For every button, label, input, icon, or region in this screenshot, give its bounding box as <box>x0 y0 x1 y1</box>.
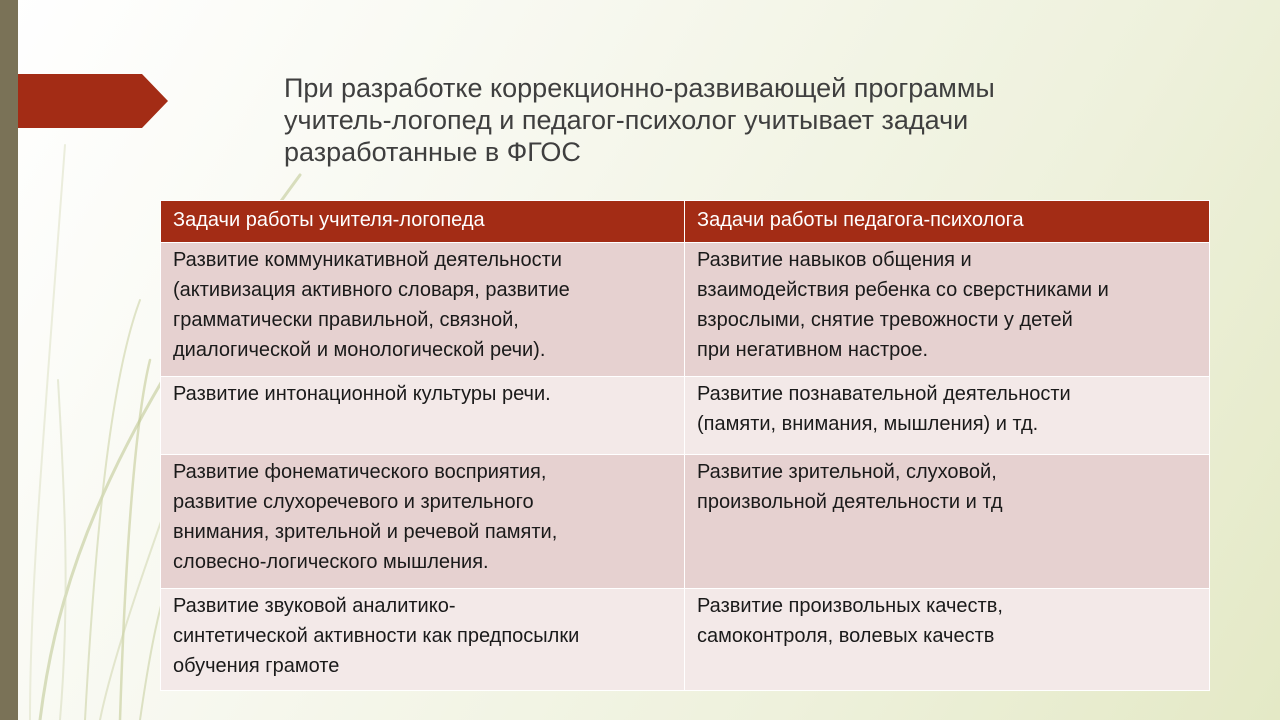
grass-stroke <box>58 380 66 720</box>
logoped-task-cell <box>161 377 685 455</box>
header-logoped-tasks: Задачи работы учителя-логопеда <box>161 201 685 243</box>
cell-text-line: Развитие фонематического восприятия, <box>173 461 547 483</box>
slide-title-line: учитель-логопед и педагог-психолог учитывает задачи <box>284 105 969 135</box>
logoped-task-cell <box>161 589 685 691</box>
logoped-task-cell <box>161 243 685 377</box>
cell-text-line: (памяти, внимания, мышления) и тд. <box>697 413 1039 435</box>
header-psiholog-tasks: Задачи работы педагога-психолога <box>685 201 1210 243</box>
table-row <box>161 377 1210 455</box>
cell-text-line: самоконтроля, волевых качеств <box>697 625 995 647</box>
psiholog-task-cell <box>685 377 1210 455</box>
cell-text-line: произвольной деятельности и тд <box>697 491 1003 513</box>
table-row <box>161 455 1210 589</box>
cell-text-line: взрослыми, снятие тревожности у детей <box>697 309 1073 331</box>
grass-stroke <box>120 360 150 720</box>
cell-text-line: Развитие познавательной деятельности <box>697 383 1071 405</box>
logoped-task-cell <box>161 455 685 589</box>
cell-text-line: развитие слухоречевого и зрительного <box>173 491 534 513</box>
cell-text-line: Развитие интонационной культуры речи. <box>173 383 551 405</box>
cell-text-line: грамматически правильной, связной, <box>173 309 519 331</box>
cell-text-line: взаимодействия ребенка со сверстниками и <box>697 279 1109 301</box>
cell-text-line: Развитие навыков общения и <box>697 249 972 271</box>
grass-stroke <box>30 145 65 720</box>
psiholog-task-cell <box>685 589 1210 691</box>
slide-title-line: При разработке коррекционно-развивающей программы <box>284 73 995 103</box>
slide-title-line: разработанные в ФГОС <box>284 137 581 167</box>
cell-text-line: диалогической и монологической речи). <box>173 339 546 361</box>
tasks-table <box>160 200 1210 691</box>
table-header-row <box>161 201 1210 243</box>
psiholog-task-cell <box>685 243 1210 377</box>
cell-text-line: внимания, зрительной и речевой памяти, <box>173 521 558 543</box>
table-row <box>161 589 1210 691</box>
table-row <box>161 243 1210 377</box>
cell-text-line: Развитие зрительной, слуховой, <box>697 461 997 483</box>
slide-title <box>284 72 1184 168</box>
cell-text-line: Развитие произвольных качеств, <box>697 595 1003 617</box>
cell-text-line: Развитие звуковой аналитико- <box>173 595 456 617</box>
cell-text-line: словесно-логического мышления. <box>173 551 489 573</box>
cell-text-line: обучения грамоте <box>173 655 340 677</box>
cell-text-line: (активизация активного словаря, развитие <box>173 279 570 301</box>
title-arrow-marker <box>18 74 168 128</box>
cell-text-line: при негативном настрое. <box>697 339 929 361</box>
cell-text-line: синтетической активности как предпосылки <box>173 625 580 647</box>
cell-text-line: Развитие коммуникативной деятельности <box>173 249 562 271</box>
psiholog-task-cell <box>685 455 1210 589</box>
